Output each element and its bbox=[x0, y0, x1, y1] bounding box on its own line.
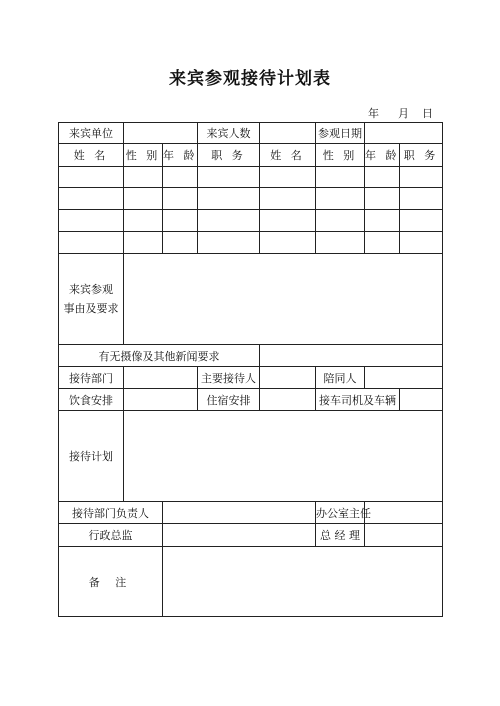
office-director-label: 办公室主任 bbox=[316, 502, 365, 524]
reception-dept-field[interactable] bbox=[124, 367, 198, 389]
blank-cell[interactable] bbox=[260, 232, 316, 254]
main-receiver-label: 主要接待人 bbox=[198, 367, 260, 389]
media-requirement-label: 有无摄像及其他新闻要求 bbox=[59, 345, 260, 367]
blank-cell[interactable] bbox=[59, 167, 124, 188]
admin-director-field[interactable] bbox=[163, 524, 316, 547]
media-requirement-field[interactable] bbox=[260, 345, 443, 367]
visitor-unit-label: 来宾单位 bbox=[59, 123, 124, 144]
purpose-label-line1: 来宾参观 bbox=[69, 283, 113, 296]
blank-cell[interactable] bbox=[59, 210, 124, 232]
blank-cell[interactable] bbox=[198, 210, 260, 232]
general-manager-field[interactable] bbox=[365, 524, 443, 547]
blank-cell[interactable] bbox=[316, 188, 365, 210]
blank-cell[interactable] bbox=[365, 167, 400, 188]
blank-cell[interactable] bbox=[124, 210, 163, 232]
visitor-count-field[interactable] bbox=[260, 123, 316, 144]
office-director-field[interactable] bbox=[365, 502, 443, 524]
date-day-label: 日 bbox=[422, 107, 433, 120]
visitor-row bbox=[59, 167, 443, 188]
blank-cell[interactable] bbox=[163, 232, 198, 254]
purpose-label bbox=[59, 254, 124, 345]
driver-vehicle-field[interactable] bbox=[400, 389, 443, 411]
general-manager-label: 总 经 理 bbox=[316, 524, 365, 547]
header-age: 年 龄 bbox=[365, 144, 400, 167]
header-gender: 性 别 bbox=[316, 144, 365, 167]
main-receiver-field[interactable] bbox=[260, 367, 316, 389]
date-month-label: 月 bbox=[398, 107, 409, 120]
blank-cell[interactable] bbox=[316, 232, 365, 254]
header-name: 姓 名 bbox=[59, 144, 124, 167]
dept-head-label: 接待部门负责人 bbox=[59, 502, 163, 524]
dept-head-field[interactable] bbox=[163, 502, 316, 524]
lodging-label: 住宿安排 bbox=[198, 389, 260, 411]
accompany-label: 陪同人 bbox=[316, 367, 365, 389]
blank-cell[interactable] bbox=[365, 188, 400, 210]
meal-arrangement-field[interactable] bbox=[124, 389, 198, 411]
reception-dept-label: 接待部门 bbox=[59, 367, 124, 389]
blank-cell[interactable] bbox=[400, 188, 443, 210]
driver-vehicle-label: 接车司机及车辆 bbox=[316, 389, 400, 411]
notes-field[interactable] bbox=[163, 547, 443, 617]
blank-cell[interactable] bbox=[124, 167, 163, 188]
blank-cell[interactable] bbox=[198, 167, 260, 188]
blank-cell[interactable] bbox=[124, 188, 163, 210]
visitor-table-header bbox=[59, 144, 443, 167]
date-year-label: 年 bbox=[368, 107, 379, 120]
visitor-row bbox=[59, 210, 443, 232]
visitor-count-label: 来宾人数 bbox=[198, 123, 260, 144]
blank-cell[interactable] bbox=[260, 188, 316, 210]
blank-cell[interactable] bbox=[400, 210, 443, 232]
blank-cell[interactable] bbox=[400, 232, 443, 254]
blank-cell[interactable] bbox=[198, 188, 260, 210]
header-position: 职 务 bbox=[198, 144, 260, 167]
header-age: 年 龄 bbox=[163, 144, 198, 167]
blank-cell[interactable] bbox=[365, 210, 400, 232]
reception-plan-label: 接待计划 bbox=[59, 411, 124, 502]
blank-cell[interactable] bbox=[260, 167, 316, 188]
blank-cell[interactable] bbox=[163, 188, 198, 210]
meal-arrangement-label: 饮食安排 bbox=[59, 389, 124, 411]
header-position: 职 务 bbox=[400, 144, 443, 167]
accompany-field[interactable] bbox=[365, 367, 443, 389]
header-gender: 性 别 bbox=[124, 144, 163, 167]
admin-director-label: 行政总监 bbox=[59, 524, 163, 547]
blank-cell[interactable] bbox=[400, 167, 443, 188]
purpose-label-line2: 事由及要求 bbox=[63, 302, 119, 315]
blank-cell[interactable] bbox=[124, 232, 163, 254]
blank-cell[interactable] bbox=[365, 232, 400, 254]
date-line bbox=[368, 105, 433, 121]
blank-cell[interactable] bbox=[260, 210, 316, 232]
header-name: 姓 名 bbox=[260, 144, 316, 167]
notes-label: 备 注 bbox=[59, 547, 163, 617]
form-title: 来宾参观接待计划表 bbox=[169, 69, 331, 89]
blank-cell[interactable] bbox=[163, 210, 198, 232]
visitor-row bbox=[59, 188, 443, 210]
lodging-field[interactable] bbox=[260, 389, 316, 411]
blank-cell[interactable] bbox=[59, 232, 124, 254]
visit-date-label: 参观日期 bbox=[316, 123, 365, 144]
blank-cell[interactable] bbox=[59, 188, 124, 210]
blank-cell[interactable] bbox=[316, 210, 365, 232]
blank-cell[interactable] bbox=[198, 232, 260, 254]
visitor-unit-field[interactable] bbox=[124, 123, 198, 144]
visitor-reception-form bbox=[58, 122, 443, 617]
blank-cell[interactable] bbox=[163, 167, 198, 188]
visitor-row bbox=[59, 232, 443, 254]
reception-plan-field[interactable] bbox=[124, 411, 443, 502]
purpose-field[interactable] bbox=[124, 254, 443, 345]
blank-cell[interactable] bbox=[316, 167, 365, 188]
visit-date-field[interactable] bbox=[365, 123, 443, 144]
